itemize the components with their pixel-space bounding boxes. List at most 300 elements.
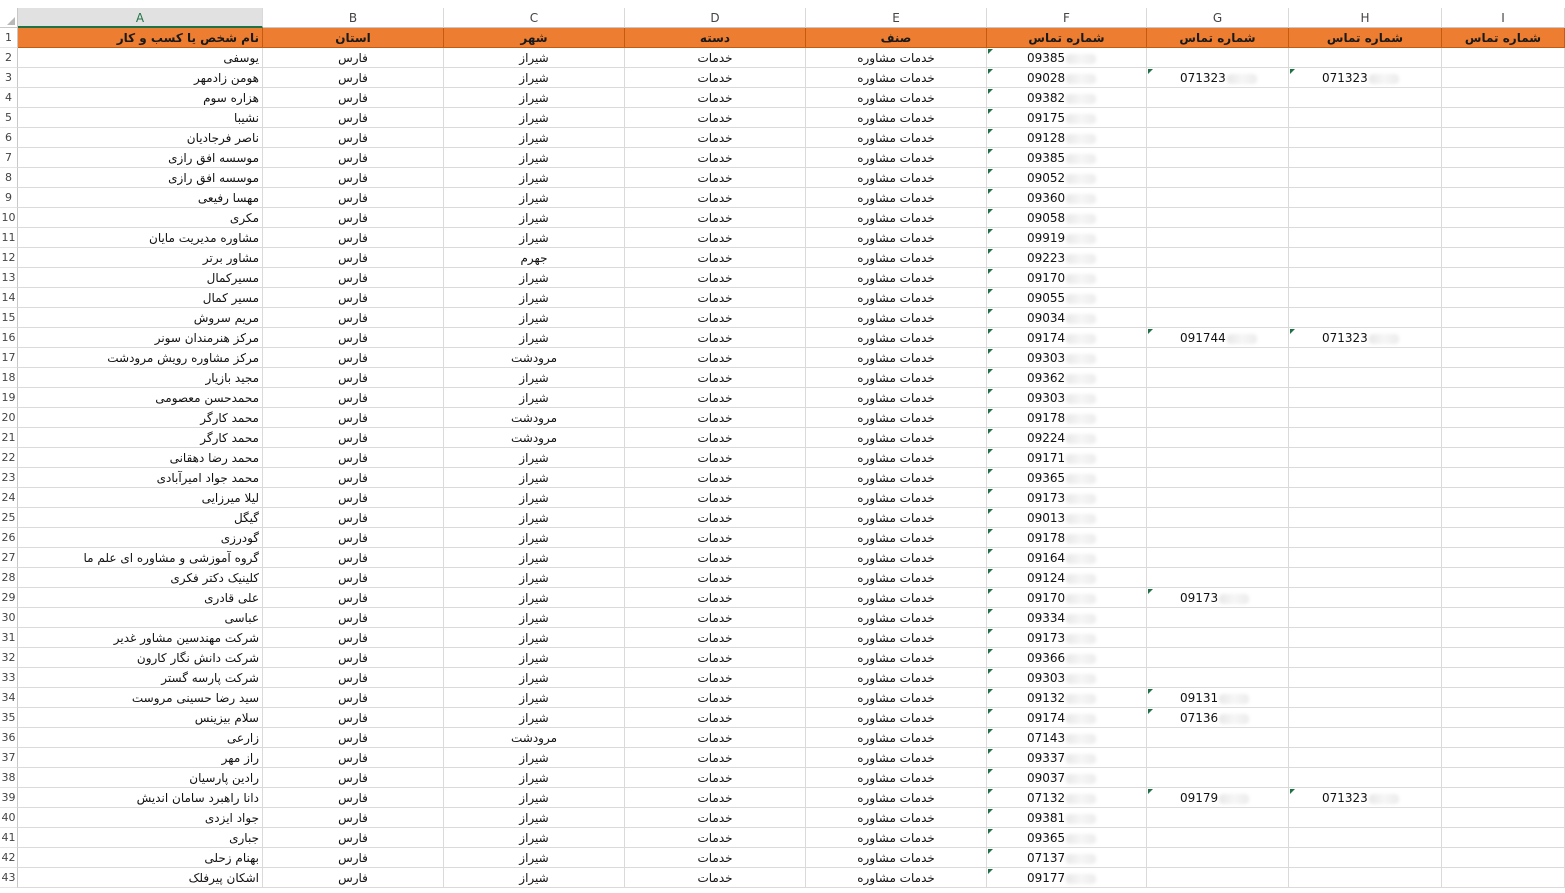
cell-phone-3[interactable] <box>1289 248 1442 268</box>
cell-name[interactable]: سید رضا حسینی مروست <box>18 688 263 708</box>
cell-name[interactable]: مجید بازیار <box>18 368 263 388</box>
cell-phone-1[interactable] <box>987 108 1147 128</box>
cell-phone-1[interactable] <box>987 588 1147 608</box>
cell-name[interactable]: گودرزی <box>18 528 263 548</box>
cell-phone-1[interactable] <box>987 288 1147 308</box>
cell-category[interactable]: خدمات <box>625 288 806 308</box>
cell-category[interactable]: خدمات <box>625 668 806 688</box>
row-header[interactable]: 39 <box>0 788 18 808</box>
cell-category[interactable]: خدمات <box>625 728 806 748</box>
cell-name[interactable]: عباسی <box>18 608 263 628</box>
cell-city[interactable]: شیراز <box>444 148 625 168</box>
cell-province[interactable]: فارس <box>263 428 444 448</box>
cell-phone-3[interactable] <box>1289 288 1442 308</box>
cell-phone-2[interactable] <box>1147 348 1289 368</box>
cell-province[interactable]: فارس <box>263 208 444 228</box>
cell-phone-2[interactable] <box>1147 828 1289 848</box>
cell-category[interactable]: خدمات <box>625 108 806 128</box>
cell-city[interactable]: شیراز <box>444 168 625 188</box>
cell-trade[interactable]: خدمات مشاوره <box>806 568 987 588</box>
cell-category[interactable]: خدمات <box>625 588 806 608</box>
row-header[interactable]: 28 <box>0 568 18 588</box>
cell-phone-4[interactable] <box>1442 128 1565 148</box>
cell-city[interactable]: مرودشت <box>444 348 625 368</box>
cell-city[interactable]: مرودشت <box>444 728 625 748</box>
cell-phone-3[interactable] <box>1289 808 1442 828</box>
cell-phone-2[interactable] <box>1147 768 1289 788</box>
cell-phone-4[interactable] <box>1442 828 1565 848</box>
cell-phone-2[interactable] <box>1147 268 1289 288</box>
row-header[interactable]: 25 <box>0 508 18 528</box>
cell-trade[interactable]: خدمات مشاوره <box>806 328 987 348</box>
cell-phone-2[interactable] <box>1147 848 1289 868</box>
row-header[interactable]: 43 <box>0 868 18 888</box>
cell-name[interactable]: مشاوره مدیریت مایان <box>18 228 263 248</box>
cell-category[interactable]: خدمات <box>625 348 806 368</box>
cell-category[interactable]: خدمات <box>625 528 806 548</box>
cell-province[interactable]: فارس <box>263 168 444 188</box>
cell-phone-4[interactable] <box>1442 288 1565 308</box>
cell-phone-4[interactable] <box>1442 768 1565 788</box>
cell-phone-4[interactable] <box>1442 108 1565 128</box>
cell-trade[interactable]: خدمات مشاوره <box>806 168 987 188</box>
header-name[interactable]: نام شخص یا کسب و کار <box>18 28 263 48</box>
cell-phone-3[interactable] <box>1289 788 1442 808</box>
cell-phone-1[interactable] <box>987 208 1147 228</box>
cell-phone-4[interactable] <box>1442 488 1565 508</box>
cell-phone-4[interactable] <box>1442 808 1565 828</box>
cell-city[interactable]: شیراز <box>444 528 625 548</box>
cell-phone-2[interactable] <box>1147 748 1289 768</box>
column-header-g[interactable]: G <box>1147 8 1289 28</box>
cell-province[interactable]: فارس <box>263 528 444 548</box>
cell-phone-3[interactable] <box>1289 148 1442 168</box>
cell-phone-1[interactable] <box>987 148 1147 168</box>
cell-trade[interactable]: خدمات مشاوره <box>806 548 987 568</box>
cell-category[interactable]: خدمات <box>625 488 806 508</box>
cell-phone-1[interactable] <box>987 768 1147 788</box>
cell-phone-2[interactable] <box>1147 788 1289 808</box>
column-header-h[interactable]: H <box>1289 8 1442 28</box>
cell-province[interactable]: فارس <box>263 108 444 128</box>
header-city[interactable]: شهر <box>444 28 625 48</box>
cell-phone-2[interactable] <box>1147 508 1289 528</box>
cell-phone-3[interactable] <box>1289 848 1442 868</box>
cell-phone-3[interactable] <box>1289 348 1442 368</box>
header-category[interactable]: دسته <box>625 28 806 48</box>
cell-name[interactable]: محمد رضا دهقانی <box>18 448 263 468</box>
column-header-f[interactable]: F <box>987 8 1147 28</box>
cell-phone-4[interactable] <box>1442 388 1565 408</box>
cell-city[interactable]: مرودشت <box>444 408 625 428</box>
cell-trade[interactable]: خدمات مشاوره <box>806 848 987 868</box>
cell-name[interactable]: جباری <box>18 828 263 848</box>
row-header[interactable]: 40 <box>0 808 18 828</box>
cell-trade[interactable]: خدمات مشاوره <box>806 308 987 328</box>
cell-trade[interactable]: خدمات مشاوره <box>806 868 987 888</box>
cell-phone-3[interactable] <box>1289 668 1442 688</box>
cell-phone-2[interactable] <box>1147 608 1289 628</box>
cell-phone-3[interactable] <box>1289 508 1442 528</box>
cell-phone-2[interactable] <box>1147 728 1289 748</box>
cell-category[interactable]: خدمات <box>625 48 806 68</box>
cell-province[interactable]: فارس <box>263 88 444 108</box>
cell-name[interactable]: یوسفی <box>18 48 263 68</box>
cell-category[interactable]: خدمات <box>625 268 806 288</box>
cell-city[interactable]: شیراز <box>444 308 625 328</box>
cell-phone-3[interactable] <box>1289 688 1442 708</box>
cell-phone-2[interactable] <box>1147 168 1289 188</box>
cell-phone-2[interactable] <box>1147 108 1289 128</box>
cell-province[interactable]: فارس <box>263 228 444 248</box>
cell-city[interactable]: جهرم <box>444 248 625 268</box>
cell-phone-3[interactable] <box>1289 628 1442 648</box>
cell-trade[interactable]: خدمات مشاوره <box>806 488 987 508</box>
row-header[interactable]: 16 <box>0 328 18 348</box>
cell-name[interactable]: ناصر فرجادیان <box>18 128 263 148</box>
cell-category[interactable]: خدمات <box>625 568 806 588</box>
cell-phone-3[interactable] <box>1289 468 1442 488</box>
cell-city[interactable]: شیراز <box>444 628 625 648</box>
cell-phone-4[interactable] <box>1442 348 1565 368</box>
cell-city[interactable]: شیراز <box>444 608 625 628</box>
cell-trade[interactable]: خدمات مشاوره <box>806 768 987 788</box>
cell-phone-3[interactable] <box>1289 368 1442 388</box>
cell-city[interactable]: شیراز <box>444 88 625 108</box>
row-header[interactable]: 20 <box>0 408 18 428</box>
cell-phone-2[interactable] <box>1147 368 1289 388</box>
cell-city[interactable]: شیراز <box>444 708 625 728</box>
header-phone-3[interactable]: شماره تماس <box>1289 28 1442 48</box>
cell-city[interactable]: شیراز <box>444 508 625 528</box>
cell-trade[interactable]: خدمات مشاوره <box>806 188 987 208</box>
cell-name[interactable]: هزاره سوم <box>18 88 263 108</box>
cell-trade[interactable]: خدمات مشاوره <box>806 648 987 668</box>
cell-phone-3[interactable] <box>1289 568 1442 588</box>
cell-city[interactable]: شیراز <box>444 268 625 288</box>
cell-trade[interactable]: خدمات مشاوره <box>806 588 987 608</box>
row-header[interactable]: 19 <box>0 388 18 408</box>
cell-phone-3[interactable] <box>1289 208 1442 228</box>
cell-phone-4[interactable] <box>1442 68 1565 88</box>
cell-name[interactable]: کلینیک دکتر فکری <box>18 568 263 588</box>
row-header[interactable]: 38 <box>0 768 18 788</box>
row-header[interactable]: 17 <box>0 348 18 368</box>
cell-phone-1[interactable] <box>987 788 1147 808</box>
cell-province[interactable]: فارس <box>263 608 444 628</box>
cell-province[interactable]: فارس <box>263 48 444 68</box>
cell-province[interactable]: فارس <box>263 808 444 828</box>
cell-trade[interactable]: خدمات مشاوره <box>806 148 987 168</box>
cell-phone-4[interactable] <box>1442 208 1565 228</box>
cell-name[interactable]: رادین پارسیان <box>18 768 263 788</box>
cell-province[interactable]: فارس <box>263 708 444 728</box>
cell-phone-3[interactable] <box>1289 648 1442 668</box>
cell-phone-3[interactable] <box>1289 268 1442 288</box>
cell-phone-1[interactable] <box>987 828 1147 848</box>
cell-name[interactable]: مسیر کمال <box>18 288 263 308</box>
cell-city[interactable]: شیراز <box>444 788 625 808</box>
cell-phone-2[interactable] <box>1147 148 1289 168</box>
row-header[interactable]: 31 <box>0 628 18 648</box>
cell-category[interactable]: خدمات <box>625 548 806 568</box>
cell-phone-1[interactable] <box>987 848 1147 868</box>
cell-trade[interactable]: خدمات مشاوره <box>806 208 987 228</box>
cell-phone-4[interactable] <box>1442 448 1565 468</box>
cell-city[interactable]: شیراز <box>444 748 625 768</box>
cell-phone-4[interactable] <box>1442 708 1565 728</box>
cell-province[interactable]: فارس <box>263 628 444 648</box>
cell-name[interactable]: راز مهر <box>18 748 263 768</box>
cell-phone-2[interactable] <box>1147 568 1289 588</box>
cell-phone-3[interactable] <box>1289 388 1442 408</box>
cell-province[interactable]: فارس <box>263 388 444 408</box>
cell-phone-1[interactable] <box>987 408 1147 428</box>
cell-phone-4[interactable] <box>1442 268 1565 288</box>
cell-trade[interactable]: خدمات مشاوره <box>806 388 987 408</box>
cell-phone-4[interactable] <box>1442 368 1565 388</box>
cell-trade[interactable]: خدمات مشاوره <box>806 528 987 548</box>
cell-phone-2[interactable] <box>1147 128 1289 148</box>
cell-category[interactable]: خدمات <box>625 68 806 88</box>
cell-phone-2[interactable] <box>1147 48 1289 68</box>
cell-trade[interactable]: خدمات مشاوره <box>806 108 987 128</box>
row-header[interactable]: 8 <box>0 168 18 188</box>
cell-phone-4[interactable] <box>1442 508 1565 528</box>
cell-phone-3[interactable] <box>1289 588 1442 608</box>
cell-phone-2[interactable] <box>1147 428 1289 448</box>
cell-city[interactable]: شیراز <box>444 828 625 848</box>
cell-province[interactable]: فارس <box>263 868 444 888</box>
cell-phone-2[interactable] <box>1147 328 1289 348</box>
cell-category[interactable]: خدمات <box>625 868 806 888</box>
cell-phone-3[interactable] <box>1289 548 1442 568</box>
cell-phone-2[interactable] <box>1147 388 1289 408</box>
cell-trade[interactable]: خدمات مشاوره <box>806 68 987 88</box>
cell-province[interactable]: فارس <box>263 248 444 268</box>
row-header[interactable]: 11 <box>0 228 18 248</box>
cell-category[interactable]: خدمات <box>625 248 806 268</box>
cell-city[interactable]: شیراز <box>444 588 625 608</box>
cell-phone-3[interactable] <box>1289 748 1442 768</box>
cell-phone-4[interactable] <box>1442 308 1565 328</box>
cell-phone-2[interactable] <box>1147 308 1289 328</box>
cell-phone-1[interactable] <box>987 548 1147 568</box>
cell-phone-1[interactable] <box>987 528 1147 548</box>
cell-category[interactable]: خدمات <box>625 388 806 408</box>
cell-phone-1[interactable] <box>987 708 1147 728</box>
cell-category[interactable]: خدمات <box>625 508 806 528</box>
cell-province[interactable]: فارس <box>263 648 444 668</box>
cell-phone-1[interactable] <box>987 608 1147 628</box>
cell-trade[interactable]: خدمات مشاوره <box>806 808 987 828</box>
cell-phone-2[interactable] <box>1147 648 1289 668</box>
row-header[interactable]: 35 <box>0 708 18 728</box>
cell-phone-1[interactable] <box>987 448 1147 468</box>
cell-province[interactable]: فارس <box>263 68 444 88</box>
cell-phone-2[interactable] <box>1147 868 1289 888</box>
cell-phone-2[interactable] <box>1147 228 1289 248</box>
cell-phone-3[interactable] <box>1289 828 1442 848</box>
row-header[interactable]: 21 <box>0 428 18 448</box>
cell-province[interactable]: فارس <box>263 768 444 788</box>
row-header[interactable]: 2 <box>0 48 18 68</box>
cell-category[interactable]: خدمات <box>625 828 806 848</box>
cell-phone-4[interactable] <box>1442 188 1565 208</box>
cell-province[interactable]: فارس <box>263 688 444 708</box>
cell-phone-4[interactable] <box>1442 548 1565 568</box>
cell-name[interactable]: مرکز هنرمندان سونر <box>18 328 263 348</box>
column-header-e[interactable]: E <box>806 8 987 28</box>
cell-phone-4[interactable] <box>1442 468 1565 488</box>
cell-name[interactable]: گیگل <box>18 508 263 528</box>
cell-phone-1[interactable] <box>987 88 1147 108</box>
cell-phone-3[interactable] <box>1289 188 1442 208</box>
cell-phone-3[interactable] <box>1289 728 1442 748</box>
cell-category[interactable]: خدمات <box>625 88 806 108</box>
cell-trade[interactable]: خدمات مشاوره <box>806 48 987 68</box>
row-header[interactable]: 12 <box>0 248 18 268</box>
cell-phone-1[interactable] <box>987 248 1147 268</box>
column-header-c[interactable]: C <box>444 8 625 28</box>
cell-name[interactable]: دانا راهبرد سامان اندیش <box>18 788 263 808</box>
cell-city[interactable]: شیراز <box>444 468 625 488</box>
cell-phone-2[interactable] <box>1147 408 1289 428</box>
cell-province[interactable]: فارس <box>263 288 444 308</box>
cell-phone-2[interactable] <box>1147 468 1289 488</box>
cell-trade[interactable]: خدمات مشاوره <box>806 748 987 768</box>
cell-province[interactable]: فارس <box>263 268 444 288</box>
cell-province[interactable]: فارس <box>263 448 444 468</box>
cell-category[interactable]: خدمات <box>625 748 806 768</box>
cell-name[interactable]: شرکت مهندسین مشاور غدیر <box>18 628 263 648</box>
cell-phone-1[interactable] <box>987 568 1147 588</box>
cell-phone-4[interactable] <box>1442 428 1565 448</box>
cell-phone-3[interactable] <box>1289 168 1442 188</box>
cell-phone-2[interactable] <box>1147 528 1289 548</box>
column-header-b[interactable]: B <box>263 8 444 28</box>
cell-phone-3[interactable] <box>1289 868 1442 888</box>
row-header[interactable]: 9 <box>0 188 18 208</box>
cell-province[interactable]: فارس <box>263 308 444 328</box>
cell-category[interactable]: خدمات <box>625 168 806 188</box>
cell-city[interactable]: شیراز <box>444 188 625 208</box>
cell-trade[interactable]: خدمات مشاوره <box>806 348 987 368</box>
cell-name[interactable]: محمدحسن معصومی <box>18 388 263 408</box>
cell-phone-3[interactable] <box>1289 488 1442 508</box>
row-header[interactable]: 4 <box>0 88 18 108</box>
cell-phone-1[interactable] <box>987 488 1147 508</box>
cell-province[interactable]: فارس <box>263 128 444 148</box>
cell-phone-2[interactable] <box>1147 488 1289 508</box>
row-header[interactable]: 26 <box>0 528 18 548</box>
cell-phone-4[interactable] <box>1442 148 1565 168</box>
cell-phone-2[interactable] <box>1147 668 1289 688</box>
cell-city[interactable]: شیراز <box>444 448 625 468</box>
cell-phone-2[interactable] <box>1147 688 1289 708</box>
cell-trade[interactable]: خدمات مشاوره <box>806 408 987 428</box>
cell-category[interactable]: خدمات <box>625 688 806 708</box>
cell-phone-4[interactable] <box>1442 868 1565 888</box>
cell-trade[interactable]: خدمات مشاوره <box>806 728 987 748</box>
cell-name[interactable]: شرکت پارسه گستر <box>18 668 263 688</box>
cell-province[interactable]: فارس <box>263 348 444 368</box>
cell-name[interactable]: محمد کارگر <box>18 428 263 448</box>
row-header[interactable]: 27 <box>0 548 18 568</box>
cell-phone-3[interactable] <box>1289 528 1442 548</box>
cell-province[interactable]: فارس <box>263 728 444 748</box>
cell-phone-4[interactable] <box>1442 628 1565 648</box>
cell-category[interactable]: خدمات <box>625 848 806 868</box>
cell-category[interactable]: خدمات <box>625 608 806 628</box>
cell-province[interactable]: فارس <box>263 548 444 568</box>
cell-province[interactable]: فارس <box>263 848 444 868</box>
cell-phone-3[interactable] <box>1289 128 1442 148</box>
cell-city[interactable]: شیراز <box>444 548 625 568</box>
cell-trade[interactable]: خدمات مشاوره <box>806 228 987 248</box>
cell-name[interactable]: محمد کارگر <box>18 408 263 428</box>
cell-name[interactable]: مهسا رفیعی <box>18 188 263 208</box>
cell-province[interactable]: فارس <box>263 788 444 808</box>
header-phone-1[interactable]: شماره تماس <box>987 28 1147 48</box>
cell-trade[interactable]: خدمات مشاوره <box>806 708 987 728</box>
row-header[interactable]: 23 <box>0 468 18 488</box>
row-header[interactable]: 5 <box>0 108 18 128</box>
cell-name[interactable]: لیلا میرزایی <box>18 488 263 508</box>
cell-phone-1[interactable] <box>987 688 1147 708</box>
cell-name[interactable]: جواد ایزدی <box>18 808 263 828</box>
cell-trade[interactable]: خدمات مشاوره <box>806 608 987 628</box>
cell-phone-1[interactable] <box>987 668 1147 688</box>
cell-name[interactable]: شرکت دانش نگار کارون <box>18 648 263 668</box>
cell-phone-3[interactable] <box>1289 108 1442 128</box>
cell-province[interactable]: فارس <box>263 668 444 688</box>
cell-name[interactable]: گروه آموزشی و مشاوره ای علم ما <box>18 548 263 568</box>
cell-name[interactable]: مکری <box>18 208 263 228</box>
cell-phone-4[interactable] <box>1442 608 1565 628</box>
cell-phone-3[interactable] <box>1289 228 1442 248</box>
cell-province[interactable]: فارس <box>263 508 444 528</box>
row-header[interactable]: 36 <box>0 728 18 748</box>
cell-province[interactable]: فارس <box>263 408 444 428</box>
row-header[interactable]: 7 <box>0 148 18 168</box>
cell-phone-4[interactable] <box>1442 168 1565 188</box>
cell-phone-2[interactable] <box>1147 448 1289 468</box>
row-header[interactable]: 18 <box>0 368 18 388</box>
row-header[interactable]: 32 <box>0 648 18 668</box>
row-header[interactable]: 37 <box>0 748 18 768</box>
cell-phone-2[interactable] <box>1147 548 1289 568</box>
cell-trade[interactable]: خدمات مشاوره <box>806 448 987 468</box>
cell-province[interactable]: فارس <box>263 188 444 208</box>
cell-city[interactable]: شیراز <box>444 328 625 348</box>
row-header[interactable]: 1 <box>0 28 18 48</box>
cell-phone-4[interactable] <box>1442 328 1565 348</box>
cell-phone-1[interactable] <box>987 748 1147 768</box>
cell-phone-1[interactable] <box>987 648 1147 668</box>
cell-city[interactable]: شیراز <box>444 488 625 508</box>
cell-phone-4[interactable] <box>1442 88 1565 108</box>
row-header[interactable]: 22 <box>0 448 18 468</box>
cell-name[interactable]: مشاور برتر <box>18 248 263 268</box>
cell-name[interactable]: علی قادری <box>18 588 263 608</box>
cell-phone-4[interactable] <box>1442 588 1565 608</box>
cell-province[interactable]: فارس <box>263 328 444 348</box>
cell-phone-1[interactable] <box>987 348 1147 368</box>
cell-category[interactable]: خدمات <box>625 188 806 208</box>
cell-category[interactable]: خدمات <box>625 228 806 248</box>
cell-category[interactable]: خدمات <box>625 628 806 648</box>
